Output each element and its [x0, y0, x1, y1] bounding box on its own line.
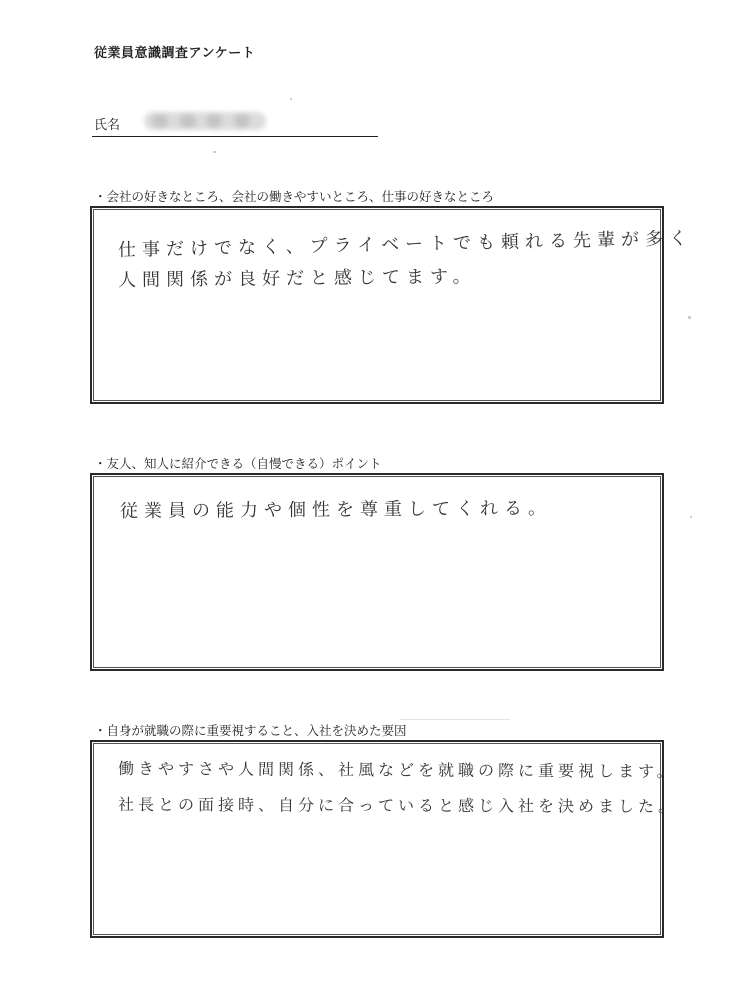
question-2-label: ・友人、知人に紹介できる（自慢できる）ポイント — [94, 456, 382, 471]
name-label: 氏名 — [94, 118, 121, 133]
answer-3-line-1: 働きやすさや人間関係、社風などを就職の際に重要視します。 — [117, 759, 677, 781]
answer-box-2 — [90, 473, 664, 671]
answer-1-line-2: 人間関係が良好だと感じてます。 — [117, 266, 477, 291]
answer-1-line-1: 仕事だけでなく、プライベートでも頼れる先輩が多く — [117, 227, 694, 261]
question-1-label: ・会社の好きなところ、会社の働きやすいところ、仕事の好きなところ — [94, 189, 495, 204]
scan-speck — [290, 98, 292, 100]
question-3-label: ・自身が就職の際に重要視すること、入社を決めた要因 — [94, 723, 407, 738]
answer-2-line-1: 従業員の能力や個性を尊重してくれる。 — [119, 497, 553, 522]
scan-speck — [690, 516, 692, 518]
name-field — [92, 114, 378, 137]
scan-speck — [688, 316, 691, 319]
answer-box-1 — [90, 206, 694, 404]
answer-3-line-2: 社長との面接時、自分に合っていると感じ入社を決めました。 — [117, 795, 679, 816]
answer-box-3 — [90, 740, 679, 938]
survey-title: 従業員意識調査アンケート — [94, 46, 256, 61]
scan-speck — [213, 151, 216, 153]
scan-line — [400, 719, 510, 720]
redacted-name — [144, 112, 266, 130]
